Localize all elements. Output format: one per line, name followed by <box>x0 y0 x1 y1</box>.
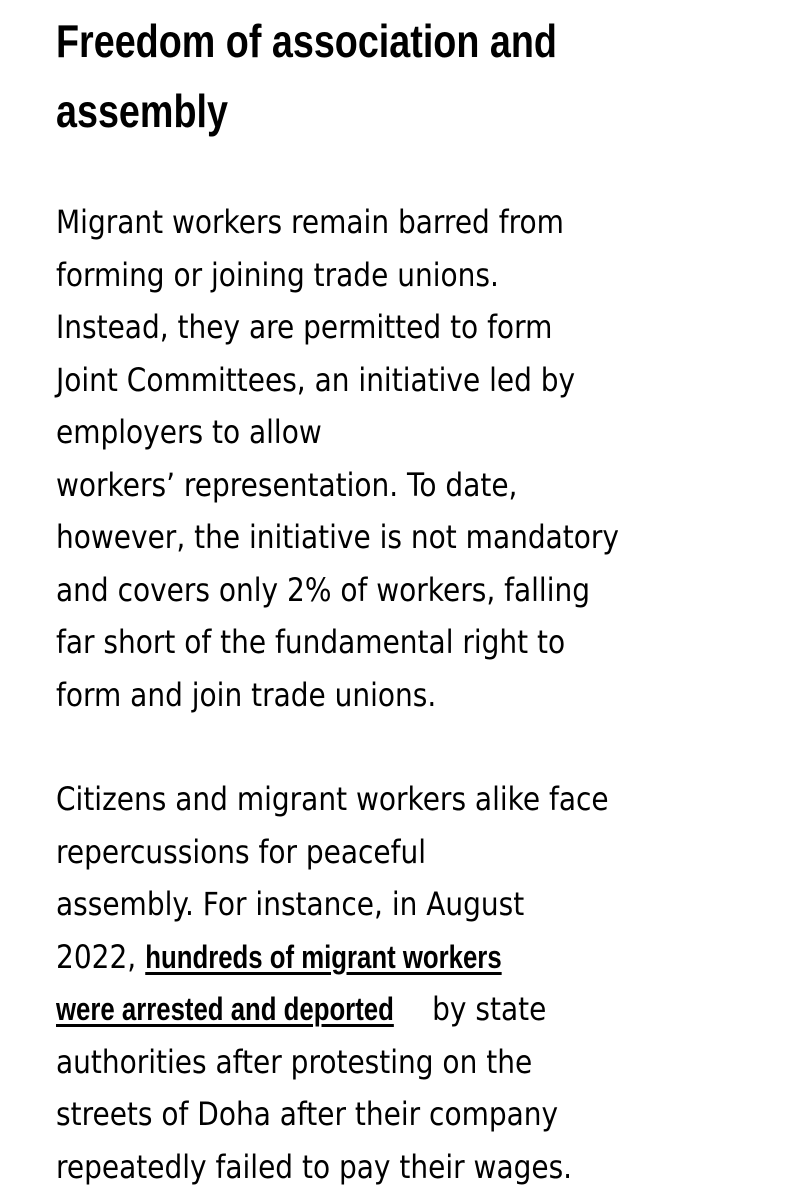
heading-line-2: assembly <box>56 85 228 137</box>
paragraph-line: Joint Committees, an initiative led by <box>56 360 576 399</box>
paragraph-line: form and join trade unions. <box>56 675 437 714</box>
article <box>56 6 746 1186</box>
line-prefix-text: 2022, <box>56 937 146 976</box>
arrests-article-link[interactable]: hundreds of migrant workers <box>145 938 502 975</box>
paragraph-line: Citizens and migrant workers alike face <box>56 780 609 818</box>
paragraph-line: Migrant workers remain barred from <box>56 203 564 241</box>
paragraph-line: Instead, they are permitted to form <box>56 308 553 346</box>
paragraph-trade-unions <box>56 196 747 721</box>
section-heading <box>56 6 679 146</box>
paragraph-assembly <box>56 773 747 1193</box>
paragraph-line <box>56 983 747 1036</box>
paragraph-line: assembly. For instance, in August <box>56 885 525 923</box>
paragraph-line: streets of Doha after their company <box>56 1095 559 1133</box>
paragraph-line: and covers only 2% of workers, falling <box>56 570 590 609</box>
paragraph-line: forming or joining trade unions. <box>56 255 499 294</box>
paragraph-line: however, the initiative is not mandatory <box>56 518 619 556</box>
line-suffix-text: by state <box>423 990 547 1028</box>
paragraph-line: repeatedly failed to pay their wages. <box>56 1147 573 1186</box>
paragraph-line: repercussions for peaceful <box>56 832 427 871</box>
paragraph-line: far short of the fundamental right to <box>56 623 566 661</box>
paragraph-line <box>56 931 747 984</box>
paragraph-line: employers to allow <box>56 413 322 451</box>
paragraph-line: authorities after protesting on the <box>56 1042 533 1081</box>
arrests-article-link-continued[interactable]: were arrested and deported <box>56 991 394 1027</box>
paragraph-line: workers’ representation. To date, <box>56 465 518 504</box>
heading-line-1: Freedom of association and <box>56 15 557 67</box>
